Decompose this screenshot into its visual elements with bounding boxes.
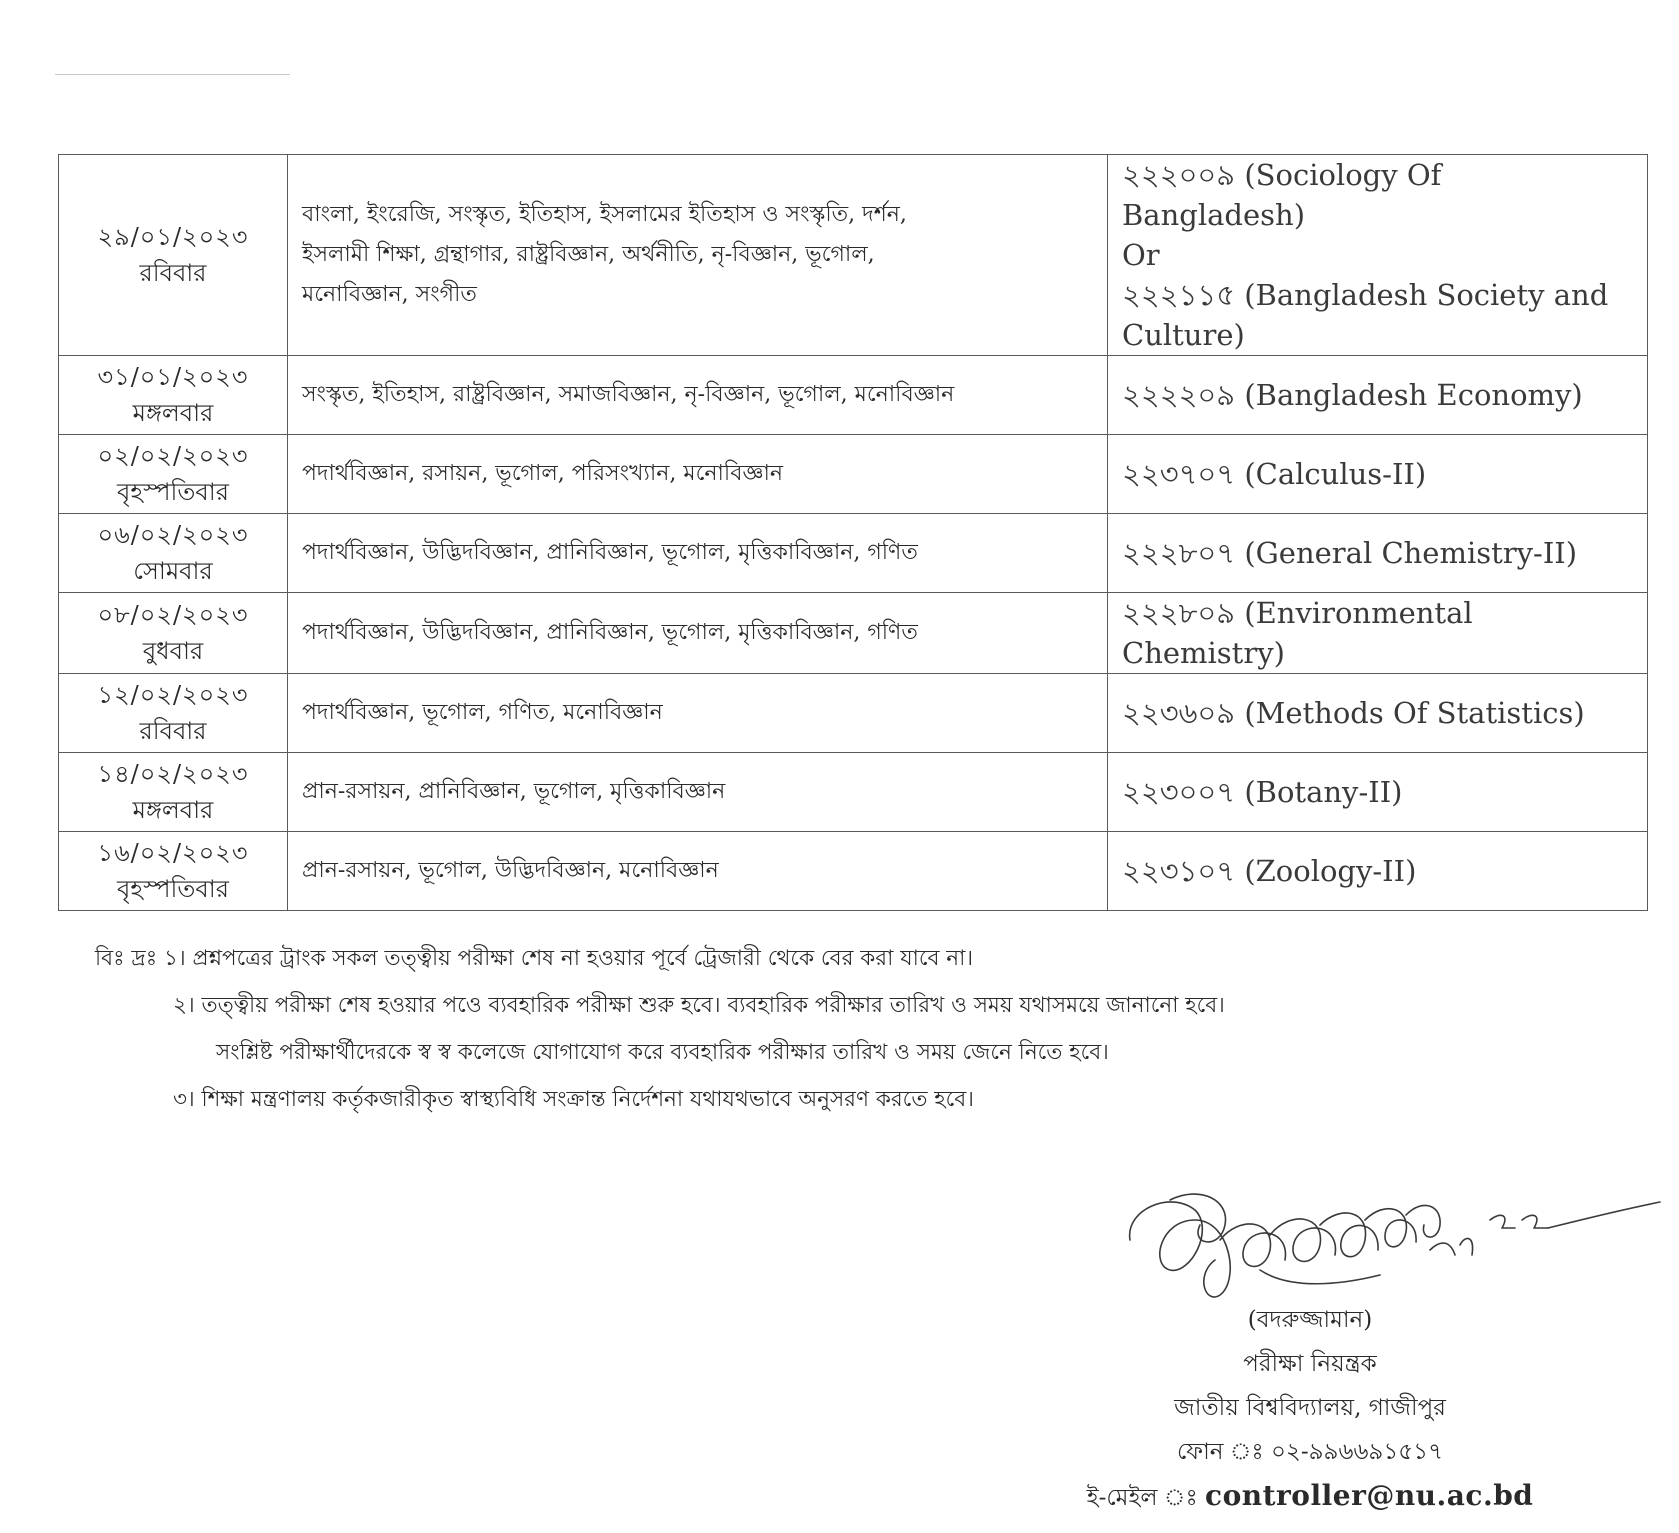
signatory-block [1060, 1298, 1560, 1520]
schedule-row [59, 356, 1648, 435]
email-label: ই-মেইল ঃ [1086, 1485, 1206, 1511]
exam-day: মঙ্গলবার [132, 796, 214, 824]
exam-day: সোমবার [133, 557, 213, 585]
paper-line: ২২২১১৫ (Bangladesh Society and [1122, 278, 1609, 312]
paper-cell [1108, 832, 1648, 911]
subjects-cell [288, 832, 1108, 911]
paper-line: Culture) [1122, 318, 1245, 352]
signatory-name: (বদরুজ্জামান) [1247, 1307, 1373, 1333]
exam-day: রবিবার [139, 259, 207, 287]
schedule-row [59, 832, 1648, 911]
subjects-line: সংস্কৃত, ইতিহাস, রাষ্ট্রবিজ্ঞান, সমাজবিজ্ঞান, নৃ-বিজ্ঞান, ভূগোল, মনোবিজ্ঞান [302, 382, 955, 407]
subjects-line: প্রান-রসায়ন, প্রানিবিজ্ঞান, ভূগোল, মৃত্তিকাবিজ্ঞান [302, 779, 726, 804]
notes-section [95, 935, 1595, 1123]
paper-line: ২২২২০৯ (Bangladesh Economy) [1122, 378, 1583, 412]
exam-date: ১৪/০২/২০২৩ [97, 760, 249, 788]
exam-date: ১৬/০২/২০২৩ [97, 839, 249, 867]
subjects-cell [288, 514, 1108, 593]
exam-day: মঙ্গলবার [132, 399, 214, 427]
exam-date: ২৯/০১/২০২৩ [97, 223, 249, 251]
note-line: ৩। শিক্ষা মন্ত্রণালয় কর্তৃকজারীকৃত স্বাস্থ্যবিধি সংক্রান্ত নির্দেশনা যথাযথভাবে অনুসরণ করতে হবে। [173, 1087, 974, 1112]
paper-line: ২২২৮০৭ (General Chemistry-II) [1122, 536, 1578, 570]
schedule-row [59, 155, 1648, 356]
subjects-cell [288, 593, 1108, 674]
exam-date: ৩১/০১/২০২৩ [97, 363, 249, 391]
paper-cell [1108, 435, 1648, 514]
subjects-cell [288, 155, 1108, 356]
exam-day: রবিবার [139, 717, 207, 745]
subjects-cell [288, 674, 1108, 753]
subjects-line: পদার্থবিজ্ঞান, উদ্ভিদবিজ্ঞান, প্রানিবিজ্ঞান, ভূগোল, মৃত্তিকাবিজ্ঞান, গণিত [302, 620, 918, 645]
subjects-line: ইসলামী শিক্ষা, গ্রন্থাগার, রাষ্ট্রবিজ্ঞান, অর্থনীতি, নৃ-বিজ্ঞান, ভূগোল, [302, 242, 875, 267]
note-line: বিঃ দ্রঃ ১। প্রশ্নপত্রের ট্রাংক সকল তত্ত্বীয় পরীক্ষা শেষ না হওয়ার পূর্বে ট্রেজারী থেকে বের করা যাবে না। [95, 946, 974, 971]
exam-day: বুধবার [142, 637, 204, 665]
signatory-institution: জাতীয় বিশ্ববিদ্যালয়, গাজীপুর [1174, 1395, 1446, 1421]
exam-date: ১২/০২/২০২৩ [97, 681, 249, 709]
subjects-line: পদার্থবিজ্ঞান, ভূগোল, গণিত, মনোবিজ্ঞান [302, 700, 663, 725]
subjects-line: বাংলা, ইংরেজি, সংস্কৃত, ইতিহাস, ইসলামের ইতিহাস ও সংস্কৃতি, দর্শন, [302, 202, 907, 227]
paper-line: ২২২৮০৯ (Environmental Chemistry) [1122, 596, 1473, 670]
date-cell [59, 514, 288, 593]
schedule-row [59, 753, 1648, 832]
paper-cell [1108, 593, 1648, 674]
paper-line: Or [1122, 238, 1160, 272]
paper-cell [1108, 674, 1648, 753]
date-cell [59, 356, 288, 435]
date-cell [59, 155, 288, 356]
subjects-cell [288, 356, 1108, 435]
exam-day: বৃহস্পতিবার [117, 478, 229, 506]
paper-line: ২২৩৭০৭ (Calculus-II) [1122, 457, 1427, 491]
date-cell [59, 435, 288, 514]
subjects-cell [288, 435, 1108, 514]
subjects-line: পদার্থবিজ্ঞান, রসায়ন, ভূগোল, পরিসংখ্যান, মনোবিজ্ঞান [302, 461, 784, 486]
exam-date: ০৬/০২/২০২৩ [97, 521, 249, 549]
paper-line: ২২৩৬০৯ (Methods Of Statistics) [1122, 696, 1585, 730]
date-cell [59, 674, 288, 753]
subjects-line: মনোবিজ্ঞান, সংগীত [302, 282, 477, 307]
paper-cell [1108, 753, 1648, 832]
exam-date: ০২/০২/২০২৩ [97, 442, 249, 470]
signatory-title: পরীক্ষা নিয়ন্ত্রক [1243, 1351, 1377, 1377]
schedule-row [59, 514, 1648, 593]
exam-schedule-table [58, 154, 1648, 911]
scan-mark [55, 74, 290, 75]
signatory-phone: ফোন ঃ ০২-৯৯৬৬৯১৫১৭ [1176, 1439, 1444, 1465]
date-cell [59, 593, 288, 674]
exam-day: বৃহস্পতিবার [117, 875, 229, 903]
subjects-line: প্রান-রসায়ন, ভূগোল, উদ্ভিদবিজ্ঞান, মনোবিজ্ঞান [302, 858, 719, 883]
paper-cell [1108, 514, 1648, 593]
date-cell [59, 753, 288, 832]
exam-date: ০৮/০২/২০২৩ [97, 601, 249, 629]
paper-line: ২২৩০০৭ (Botany-II) [1122, 775, 1403, 809]
subjects-cell [288, 753, 1108, 832]
paper-line: ২২২০০৯ (Sociology Of Bangladesh) [1122, 158, 1442, 232]
subjects-line: পদার্থবিজ্ঞান, উদ্ভিদবিজ্ঞান, প্রানিবিজ্ঞান, ভূগোল, মৃত্তিকাবিজ্ঞান, গণিত [302, 540, 918, 565]
signatory-email-row [1060, 1474, 1560, 1520]
paper-line: ২২৩১০৭ (Zoology-II) [1122, 854, 1417, 888]
paper-cell [1108, 356, 1648, 435]
schedule-row [59, 435, 1648, 514]
schedule-row [59, 674, 1648, 753]
date-cell [59, 832, 288, 911]
paper-cell [1108, 155, 1648, 356]
note-line: ২। তত্ত্বীয় পরীক্ষা শেষ হওয়ার পওে ব্যবহারিক পরীক্ষা শুরু হবে। ব্যবহারিক পরীক্ষার তারিখ ও সময় যথাসময়ে জানানো হবে। [173, 993, 1225, 1018]
email-address: controller@nu.ac.bd [1205, 1479, 1534, 1512]
schedule-row [59, 593, 1648, 674]
note-line: সংশ্লিষ্ট পরীক্ষার্থীদেরকে স্ব স্ব কলেজে যোগাযোগ করে ব্যবহারিক পরীক্ষার তারিখ ও সময় জেনে নিতে হবে। [216, 1040, 1109, 1065]
